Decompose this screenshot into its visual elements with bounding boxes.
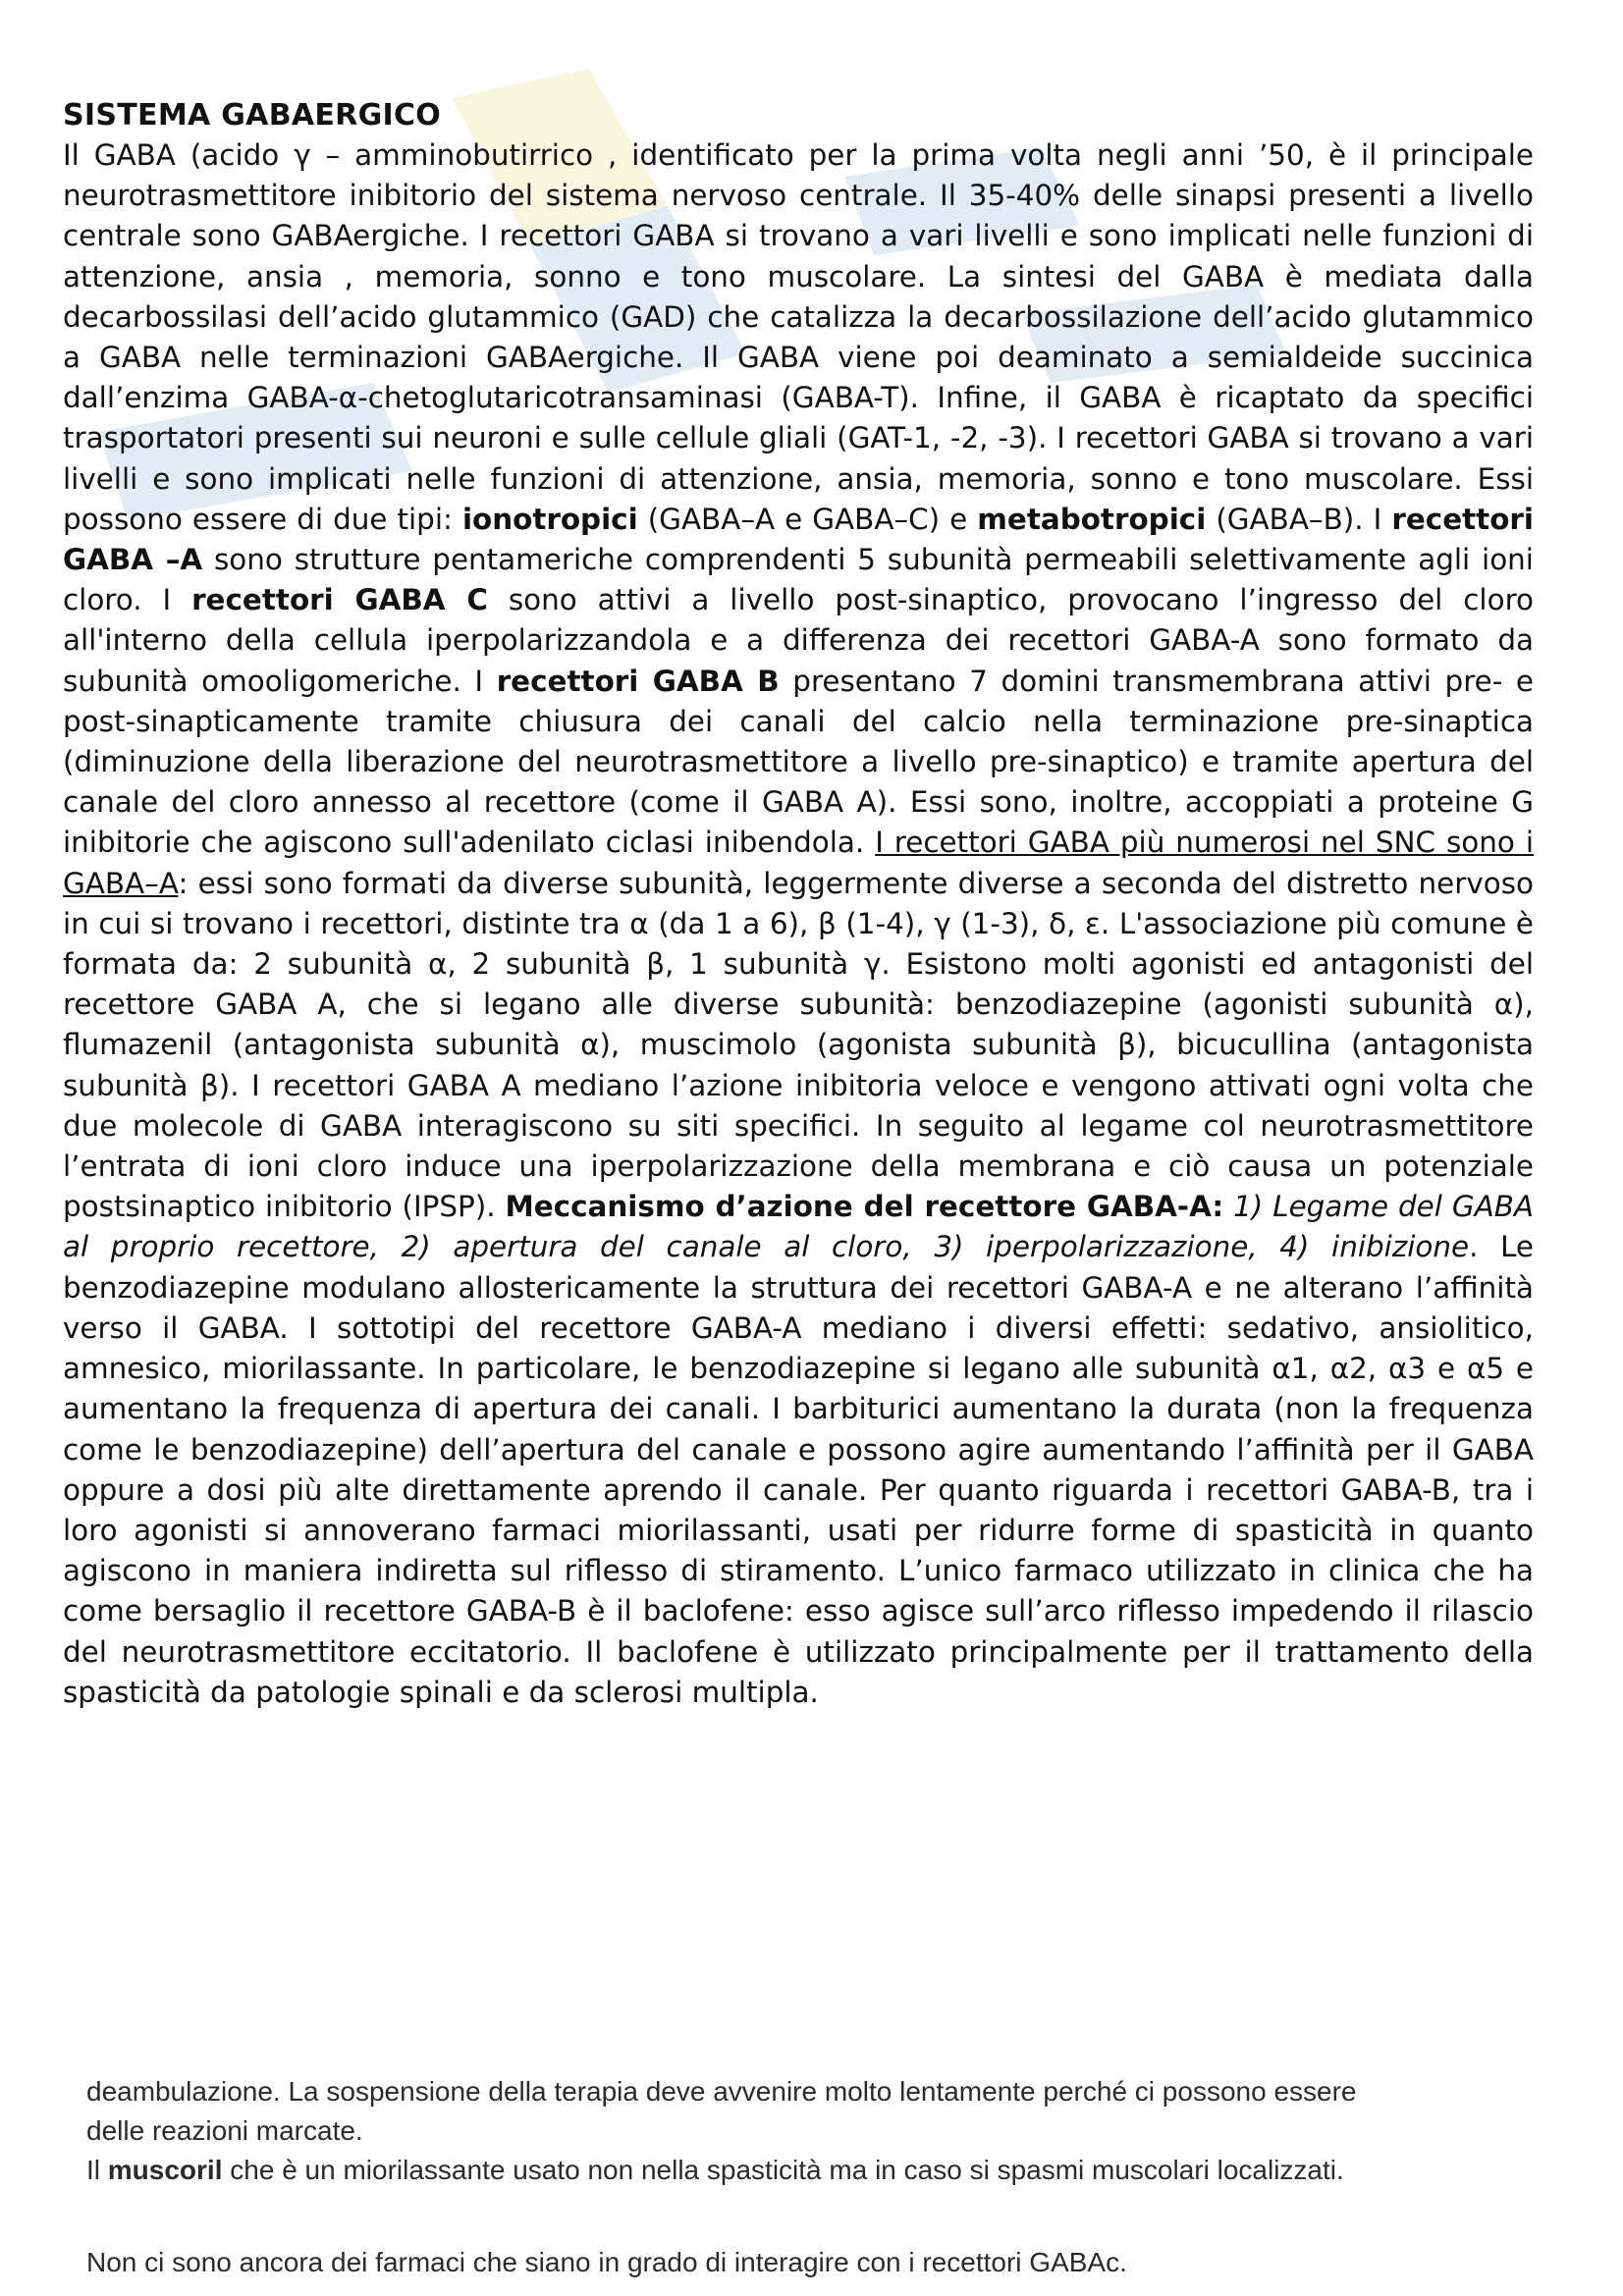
text-run: sono strutture pentameriche comprendenti 5 subunità permeabili selettivamente agli ioni cloro. I (63, 543, 1534, 617)
note-line: deambulazione. La sospensione della terapia deve avvenire molto lentamente perché ci possono essere (86, 2076, 1357, 2107)
text-run: (GABA–B). I (1206, 502, 1392, 536)
italic-mechanism-steps: 1) Legame del GABA al proprio recettore, 2) apertura del canale al cloro, 3) iperpolarizzazione, 4) inibizione (63, 1190, 1534, 1264)
bold-term-metabotropici: metabotropici (977, 502, 1207, 536)
text-run: presentano 7 domini transmembrana attivi pre- e post-sinapticamente tramite chiusura dei canali del calcio nella terminazione pre-sinaptica (diminuzione della liberazione del neurotrasmettitore a livello pre-sinaptico) e tramite apertura del canale del cloro annesso al recettore (come il GABA A). Essi sono, inoltre, accoppiati a proteine G inibitorie che agiscono sull'adenilato ciclasi inibendola. (63, 664, 1534, 860)
text-run: : essi sono formati da diverse subunità, leggermente diverse a seconda del distretto nervoso in cui si trovano i recettori, distinte tra α (da 1 a 6), β (1-4), γ (1-3), δ, ε. L'associazione più comune è formata da: 2 subunità α, 2 subunità β, 1 subunità γ. Esistono molti agonisti ed antagonisti del recettore GABA A, che si legano alle diverse subunità: benzodiazepine (agonisti subunità α), flumazenil (antagonista subunità α), muscimolo (agonista subunità β), bicucullina (antagonista subunità β). I recettori GABA A mediano l’azione inibitoria veloce e vengono attivati ogni volta che due molecole di GABA interagiscono su siti specifici. In seguito al legame col neurotrasmettitore l’entrata di ioni cloro induce una iperpolarizzazione della membrana e ciò causa un potenziale postsinaptico inibitorio (IPSP). (63, 866, 1535, 1224)
text-run: sono attivi a livello post-sinaptico, provocano l’ingresso del cloro all'interno della cellula iperpolarizzandola e a differenza dei recettori GABA-A sono formato da subunità omooligomeriche. I (63, 583, 1534, 698)
pasted-note (86, 2072, 1461, 2282)
bold-term-gaba-c: recettori GABA C (191, 583, 488, 617)
document-body (63, 96, 1534, 1713)
bold-term-ionotropici: ionotropici (461, 502, 638, 536)
note-line (86, 2151, 1461, 2190)
text-run: (GABA–A e GABA–C) e (637, 502, 978, 536)
bold-term-gaba-b: recettori GABA B (496, 664, 780, 698)
underlined-statement: I recettori GABA più numerosi nel SNC sono i GABA–A (63, 826, 1534, 900)
text-run: Il GABA (acido γ – amminobutirrico , identificato per la prima volta negli anni ’50, è il principale neurotrasmettitore inibitorio del sistema nervoso centrale. Il 35-40% delle sinapsi presenti a livello centrale sono GABAergiche. I recettori GABA si trovano a vari livelli e sono implicati nelle funzioni di attenzione, ansia , memoria, sonno e tono muscolare. La sintesi del GABA è mediata dalla decarbossilasi dell’acido glutammico (GAD) che catalizza la decarbossilazione dell’acido glutammico a GABA nelle terminazioni GABAergiche. Il GABA viene poi deaminato a semialdeide succinica dall’enzima GABA-α-chetoglutaricotransaminasi (GABA-T). Infine, il GABA è ricaptato da specifici trasportatori presenti sui neuroni e sulle cellule gliali (GAT-1, -2, -3). I recettori GABA si trovano a vari livelli e sono implicati nelle funzioni di attenzione, ansia, memoria, sonno e tono muscolare. Essi possono essere di due tipi: (63, 138, 1534, 536)
note-text: che è un miorilassante usato non nella spasticità ma in caso si spasmi muscolari localizzati. (222, 2155, 1344, 2185)
main-paragraph (63, 135, 1534, 1713)
note-line: delle reazioni marcate. (86, 2115, 363, 2146)
bold-term-gaba-a: recettori GABA –A (63, 502, 1534, 577)
note-text: Il (86, 2155, 108, 2185)
bold-mechanism-heading: Meccanismo d’azione del recettore GABA-A: (505, 1190, 1224, 1224)
page-title: SISTEMA GABAERGICO (63, 98, 442, 133)
note-line: Non ci sono ancora dei farmaci che siano in grado di interagire con i recettori GABAc. (86, 2247, 1127, 2277)
note-bold-muscoril: muscoril (107, 2155, 223, 2185)
text-run: . Le benzodiazepine modulano allostericamente la struttura dei recettori GABA-A e ne alterano l’affinità verso il GABA. I sottotipi del recettore GABA-A mediano i diversi effetti: sedativo, ansiolitico, amnesico, miorilassante. In particolare, le benzodiazepine si legano alle subunità α1, α2, α3 e α5 e aumentano la frequenza di apertura dei canali. I barbiturici aumentano la durata (non la frequenza come le benzodiazepine) dell’apertura del canale e possono agire aumentando l’affinità per il GABA oppure a dosi più alte direttamente aprendo il canale. Per quanto riguarda i recettori GABA-B, tra i loro agonisti si annoverano farmaci miorilassanti, usati per ridurre forme di spasticità in quanto agiscono in maniera indiretta sul riflesso di stiramento. L’unico farmaco utilizzato in clinica che ha come bersaglio il recettore GABA-B è il baclofene: esso agisce sull’arco riflesso impedendo il rilascio del neurotrasmettitore eccitatorio. Il baclofene è utilizzato principalmente per il trattamento della spasticità da patologie spinali e da sclerosi multipla. (63, 1230, 1535, 1709)
